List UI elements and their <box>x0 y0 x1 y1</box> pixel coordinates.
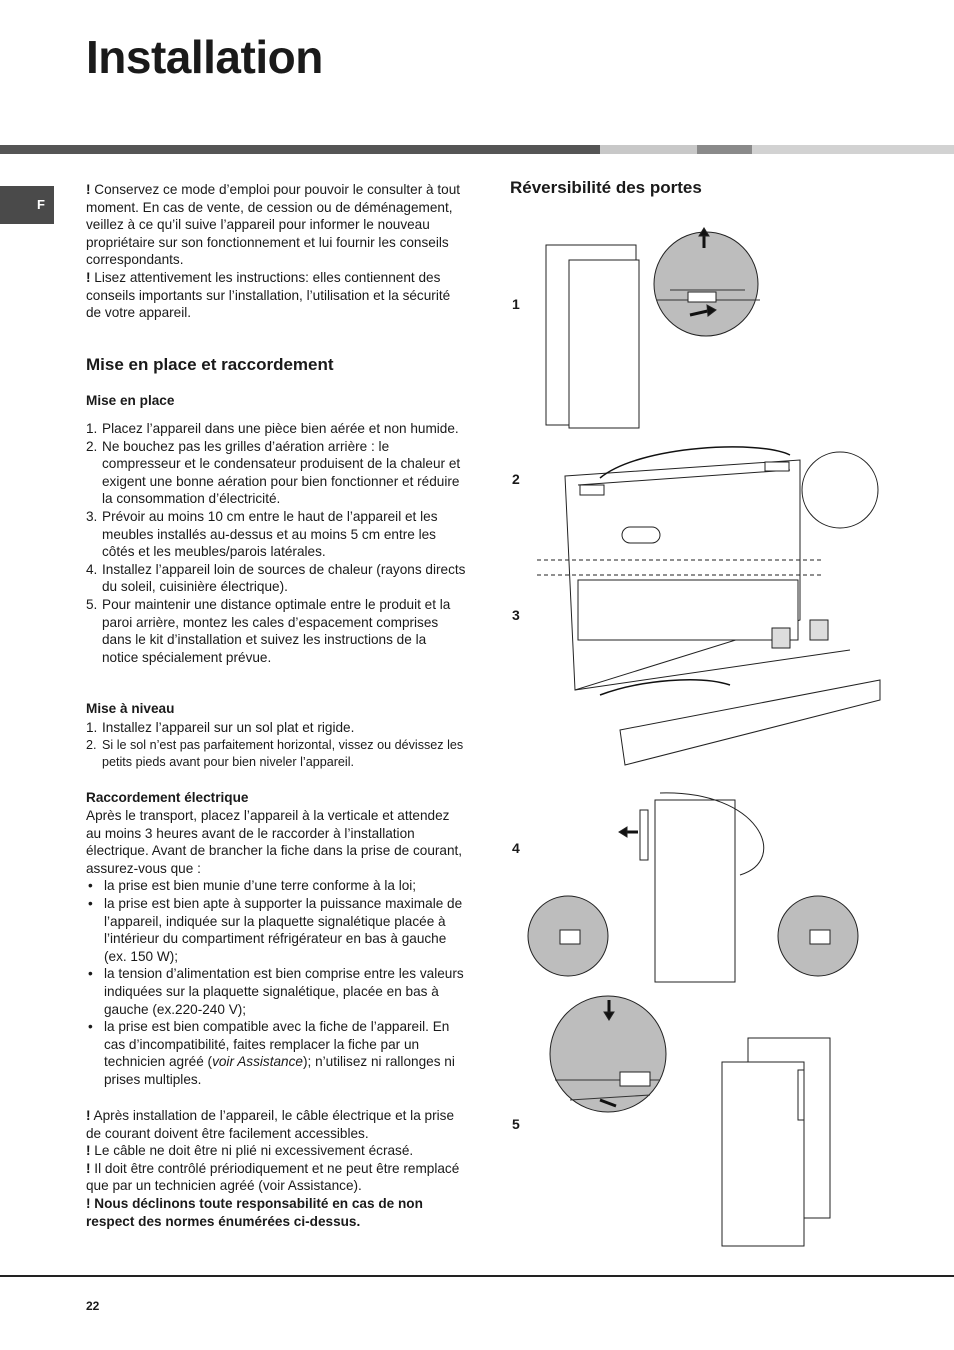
placement-list <box>86 420 466 666</box>
warning-2: ! Le câble ne doit être ni plié ni excessivement écrasé. <box>86 1143 414 1159</box>
list-item: • la prise est bien compatible avec la fiche de l’appareil. En cas d’incompatibilité, faites remplacer la fiche par un technicien agréé (voir Assistance); n’utilisez ni rallonges ni prises multiples. <box>86 1018 466 1088</box>
list-item: 1. Placez l’appareil dans une pièce bien aérée et non humide. <box>86 421 459 436</box>
step-number-5: 5 <box>512 1116 520 1132</box>
electrical-checklist <box>86 877 466 1088</box>
language-tab: F <box>0 186 54 224</box>
page-title: Installation <box>86 31 323 83</box>
list-item: • la tension d’alimentation est bien comprise entre les valeurs indiquées sur la plaquette signalétique, placée en bas à gauche (ex.220-240 V); <box>86 965 466 1018</box>
leveling-list-block <box>86 719 466 772</box>
electrical-block <box>86 807 466 1089</box>
section-heading-doors: Réversibilité des portes <box>510 178 702 197</box>
header-color-bar <box>0 145 954 154</box>
page-number: 22 <box>86 1299 100 1313</box>
warning-disclaimer: ! Nous déclinons toute responsabilité en cas de non respect des normes énumérées ci-dessus. <box>86 1195 423 1229</box>
placement-list-block <box>86 420 466 666</box>
step-number-3: 3 <box>512 607 520 623</box>
step-number-2: 2 <box>512 471 520 487</box>
subheading-mise-a-niveau: Mise à niveau <box>86 701 175 716</box>
step-5-figure <box>550 996 830 1246</box>
intro-paragraph-1: ! Conservez ce mode d’emploi pour pouvoir le consulter à tout moment. En cas de vente, de cession ou de déménagement, veillez à ce qu’il suive l’appareil pour informer le nouveau propriétaire sur son fonctionnement et lui fournir les conseils correspondants. <box>86 182 461 268</box>
electrical-intro: Après le transport, placez l’appareil à la verticale et attendez au moins 3 heures avant de le raccorder à l’installation électrique. Avant de brancher la fiche dans la prise de courant, assurez-vous que : <box>86 808 463 876</box>
footer-rule <box>0 1275 954 1277</box>
warning-1: ! Après installation de l’appareil, le câble électrique et la prise de courant doivent être facilement accessibles. <box>86 1108 454 1141</box>
list-item: 2. Ne bouchez pas les grilles d’aération arrière : le compresseur et le condensateur produisent de la chaleur et exigent une bonne aération pour bien fonctionner et réduire la consommation d’électricité. <box>86 438 461 507</box>
subheading-mise-en-place: Mise en place <box>86 393 175 408</box>
intro-paragraph-2: ! Lisez attentivement les instructions: elles contiennent des conseils importants sur l’installation, l’utilisation et la sécurité de votre appareil. <box>86 269 451 321</box>
step-number-1: 1 <box>512 296 520 312</box>
door-reversal-illustration <box>525 220 885 1250</box>
subheading-raccordement: Raccordement électrique <box>86 790 249 805</box>
section-heading-placement: Mise en place et raccordement <box>86 355 334 374</box>
leveling-list <box>86 719 466 772</box>
warnings-block <box>86 1107 466 1230</box>
intro-block <box>86 181 466 322</box>
warning-3: ! Il doit être contrôlé prériodiquement et ne peut être remplacé que par un technicien agréé (voir Assistance). <box>86 1160 460 1194</box>
list-item: 4. Installez l’appareil loin de sources de chaleur (rayons directs du soleil, cuisinière électrique). <box>86 561 466 595</box>
step-1-figure <box>546 228 760 428</box>
step-number-4: 4 <box>512 840 520 856</box>
list-item: 1. Installez l’appareil sur un sol plat et rigide. <box>86 720 355 735</box>
step-4-figure <box>528 793 858 982</box>
list-item: • la prise est bien apte à supporter la puissance maximale de l’appareil, indiquée sur la plaquette signalétique placée à l’intérieur du compartiment réfrigérateur en bas à gauche (ex. 150 W); <box>86 895 466 965</box>
list-item: • la prise est bien munie d’une terre conforme à la loi; <box>86 877 466 895</box>
list-item: 2. Si le sol n’est pas parfaitement horizontal, vissez ou dévissez les petits pieds avant pour bien niveler l’appareil. <box>86 737 464 770</box>
list-item: 3. Prévoir au moins 10 cm entre le haut de l’appareil et les meubles installés au-dessus et au moins 5 cm entre les côtés et les meubles/parois latérales. <box>86 508 438 560</box>
list-item: 5. Pour maintenir une distance optimale entre le produit et la paroi arrière, montez les cales d’espacement comprises dans le kit d’installation et suivez les instructions de la notice spécialement prévue. <box>86 596 451 665</box>
step-2-3-figure <box>537 447 880 765</box>
